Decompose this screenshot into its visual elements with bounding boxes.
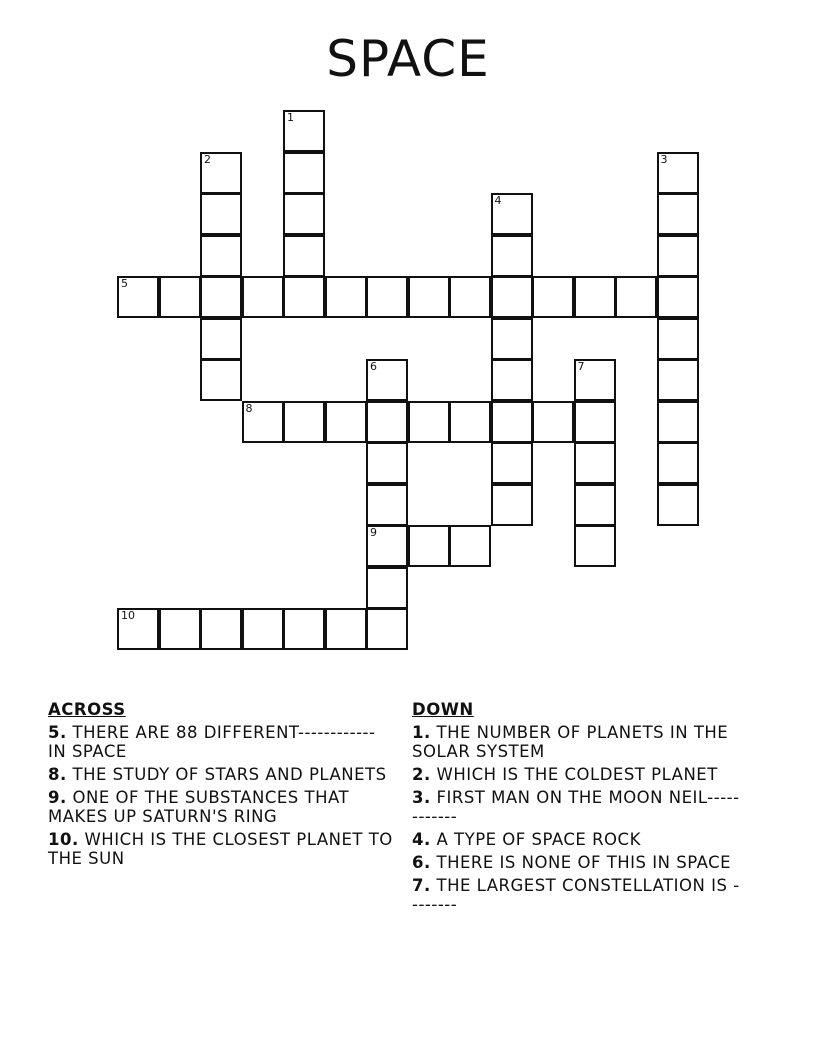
down-heading: DOWN: [412, 700, 474, 719]
clue-across-8: 8. THE STUDY OF STARS AND PLANETS: [48, 765, 387, 784]
clue-number: 2: [204, 152, 211, 166]
grid-cell[interactable]: [283, 193, 325, 235]
across-heading: ACROSS: [48, 700, 126, 719]
grid-cell[interactable]: [283, 276, 325, 318]
grid-cell[interactable]: [491, 235, 533, 277]
grid-cell[interactable]: [200, 608, 242, 650]
clue-number: 7: [577, 360, 585, 373]
grid-cell[interactable]: [283, 401, 325, 443]
grid-cell[interactable]: [366, 276, 408, 318]
grid-cell[interactable]: [449, 525, 491, 567]
grid-cell[interactable]: [491, 318, 533, 360]
clue-down-2: 2. WHICH IS THE COLDEST PLANET: [412, 765, 718, 784]
grid-cell[interactable]: [615, 276, 657, 318]
down-clues: [412, 700, 742, 918]
grid-cell[interactable]: [657, 235, 699, 277]
grid-cell[interactable]: [200, 276, 242, 318]
grid-cell[interactable]: [366, 484, 408, 526]
grid-cell[interactable]: [117, 608, 159, 650]
grid-cell[interactable]: [657, 152, 699, 194]
grid-cell[interactable]: [159, 608, 201, 650]
clue-down-7: 7. THE LARGEST CONSTELLATION IS --------: [412, 876, 740, 914]
puzzle-title: SPACE: [326, 30, 490, 88]
grid-cell[interactable]: [574, 484, 616, 526]
grid-cell[interactable]: [408, 276, 450, 318]
grid-cell[interactable]: [657, 193, 699, 235]
clue-number: 4: [494, 194, 502, 207]
clue-across-5: 5. THERE ARE 88 DIFFERENT------------ IN SPACE: [48, 723, 376, 761]
grid-cell[interactable]: [325, 608, 367, 650]
grid-cell[interactable]: [366, 567, 408, 609]
grid-cell[interactable]: [574, 276, 616, 318]
clue-down-4: 4. A TYPE OF SPACE ROCK: [412, 830, 641, 849]
grid-cell[interactable]: [408, 401, 450, 443]
grid-cell[interactable]: [366, 401, 408, 443]
grid-cell[interactable]: [657, 484, 699, 526]
grid-cell[interactable]: [200, 359, 242, 401]
grid-cell[interactable]: [574, 359, 616, 401]
grid-cell[interactable]: [408, 525, 450, 567]
grid-cell[interactable]: [491, 401, 533, 443]
grid-cell[interactable]: [657, 359, 699, 401]
grid-cell[interactable]: [242, 401, 284, 443]
grid-cell[interactable]: [532, 276, 574, 318]
grid-cell[interactable]: [491, 442, 533, 484]
grid-cell[interactable]: [200, 152, 242, 194]
clue-down-1: 1. THE NUMBER OF PLANETS IN THE SOLAR SYSTEM: [412, 723, 729, 761]
clue-down-3: 3. FIRST MAN ON THE MOON NEIL------------: [412, 788, 740, 826]
grid-cell[interactable]: [159, 276, 201, 318]
grid-cell[interactable]: [574, 442, 616, 484]
clue-number: 6: [370, 360, 377, 373]
clue-number: 10: [121, 609, 135, 622]
grid-cell[interactable]: [283, 152, 325, 194]
grid-cell[interactable]: [532, 401, 574, 443]
clue-number: 9: [370, 526, 377, 539]
grid-cell[interactable]: [657, 276, 699, 318]
grid-cell[interactable]: [200, 193, 242, 235]
grid-cell[interactable]: [574, 525, 616, 567]
grid-cell[interactable]: [449, 401, 491, 443]
grid-cell[interactable]: [283, 235, 325, 277]
grid-cell[interactable]: [283, 608, 325, 650]
grid-cell[interactable]: [657, 442, 699, 484]
clue-across-10: 10. WHICH IS THE CLOSEST PLANET TO THE SUN: [48, 830, 393, 868]
grid-cell[interactable]: [242, 276, 284, 318]
clue-number: 5: [121, 277, 128, 290]
clue-number: 3: [660, 152, 668, 166]
grid-cell[interactable]: [366, 525, 408, 567]
grid-cell[interactable]: [117, 276, 159, 318]
grid-cell[interactable]: [574, 401, 616, 443]
clue-across-9: 9. ONE OF THE SUBSTANCES THAT MAKES UP SATURN'S RING: [48, 788, 350, 826]
grid-cell[interactable]: [200, 318, 242, 360]
grid-cell[interactable]: [491, 276, 533, 318]
grid-cell[interactable]: [366, 359, 408, 401]
grid-cell[interactable]: [657, 318, 699, 360]
grid-cell[interactable]: [491, 359, 533, 401]
grid-cell[interactable]: [491, 193, 533, 235]
grid-cell[interactable]: [366, 442, 408, 484]
grid-cell[interactable]: [657, 401, 699, 443]
grid-cell[interactable]: [449, 276, 491, 318]
grid-cell[interactable]: [283, 110, 325, 152]
clue-down-6: 6. THERE IS NONE OF THIS IN SPACE: [412, 853, 732, 872]
grid-cell[interactable]: [200, 235, 242, 277]
grid-cell[interactable]: [491, 484, 533, 526]
grid-cell[interactable]: [242, 608, 284, 650]
clue-number: 1: [287, 111, 294, 124]
grid-cell[interactable]: [325, 401, 367, 443]
grid-cell[interactable]: [366, 608, 408, 650]
clue-number: 8: [245, 401, 253, 415]
grid-cell[interactable]: [325, 276, 367, 318]
across-clues: [48, 700, 398, 872]
